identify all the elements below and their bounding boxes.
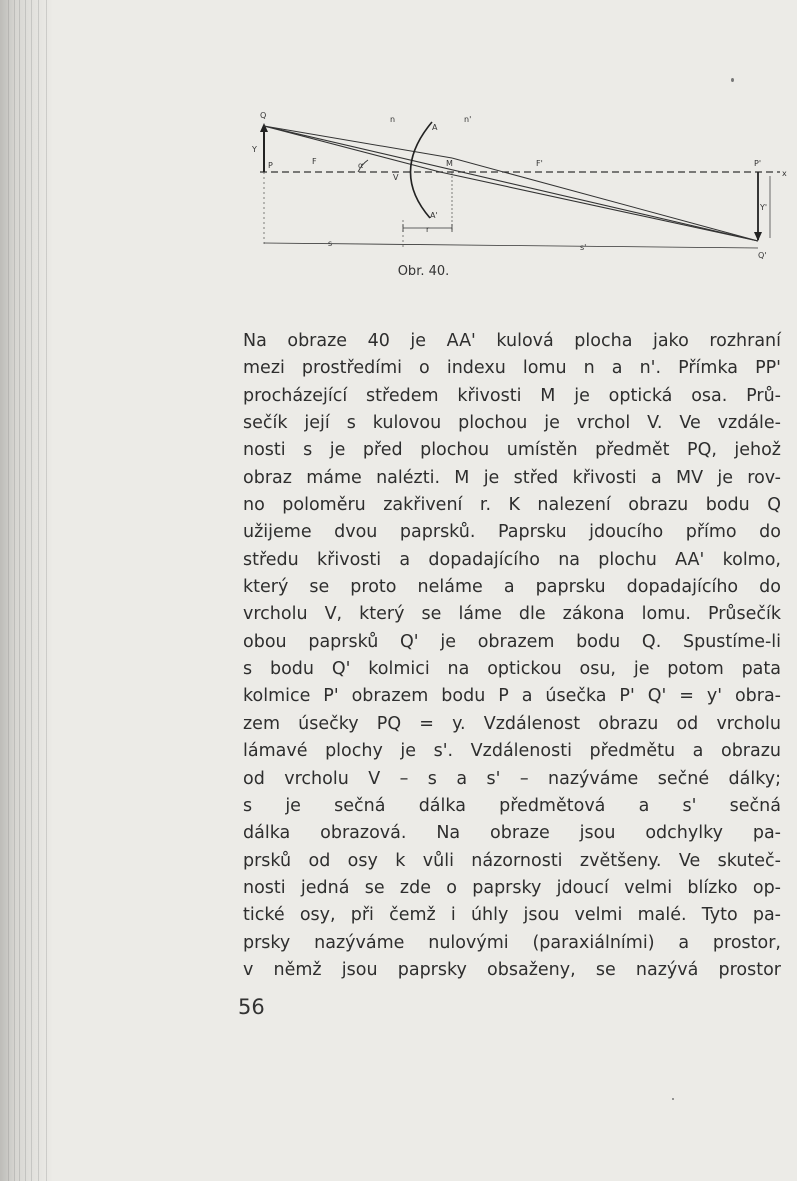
ray-through-center [264, 126, 758, 241]
label-Q: Q [260, 111, 267, 120]
text-line: prsků od osy k vůli názornosti zvětšeny. Ve skuteč- [243, 850, 781, 871]
label-Q-prime: Q' [758, 251, 767, 260]
text-line: s bodu Q' kolmici na optickou osu, je potom pata [243, 659, 781, 680]
figure-caption: Obr. 40. [397, 264, 450, 279]
label-F-prime: F' [536, 159, 543, 168]
text-line: v němž jsou paprsky obsaženy, se nazývá prostor [243, 959, 781, 980]
label-M: M [446, 159, 453, 168]
ray-to-vertex-incident [264, 126, 440, 172]
spherical-surface [410, 122, 432, 218]
label-s-prime: s' [580, 243, 587, 252]
label-F: F [312, 157, 317, 166]
distance-line [264, 243, 758, 248]
text-line: obou paprsků Q' je obrazem bodu Q. Spustíme-li [243, 631, 781, 652]
paper-speck [731, 78, 734, 82]
text-line: zem úsečky PQ = y. Vzdálenost obrazu od vrcholu [243, 713, 781, 734]
text-line: procházející středem křivosti M je optická osa. Prů- [243, 385, 781, 406]
text-line: středu křivosti a dopadajícího na plochu AA' kolmo, [243, 549, 781, 570]
paper-speck [672, 1098, 674, 1100]
text-line: kolmice P' obrazem bodu P a úsečka P' Q' = y' obra- [243, 686, 781, 707]
ray-to-vertex-refracted [440, 172, 758, 241]
text-line: s je sečná dálka předmětová a s' sečná [243, 795, 781, 816]
text-line: nosti s je před plochou umístěn předmět PQ, jehož [243, 440, 781, 461]
text-line: užijeme dvou paprsků. Paprsku jdoucího přímo do [243, 522, 781, 543]
label-s: s [328, 239, 333, 248]
page-binding-edge [0, 0, 52, 1181]
text-line: obraz máme nalézti. M je střed křivosti a MV je rov- [243, 467, 781, 488]
text-line: lámavé plochy je s'. Vzdálenosti předmětu a obrazu [243, 741, 781, 762]
label-n-prime: n' [464, 115, 472, 124]
text-line: který se proto neláme a paprsku dopadajícího do [243, 577, 781, 598]
text-line: no poloměru zakřivení r. K nalezení obrazu bodu Q [243, 495, 781, 516]
label-Y-prime: Y' [760, 203, 768, 212]
text-line: dálka obrazová. Na obraze jsou odchylky pa- [243, 823, 781, 844]
label-A: A [432, 123, 438, 132]
object-arrowhead [260, 123, 268, 132]
text-line: od vrcholu V – s a s' – nazýváme sečné dálky; [243, 768, 781, 789]
label-P: P [268, 161, 273, 170]
text-line: Na obraze 40 je AA' kulová plocha jako rozhraní [243, 331, 781, 351]
ray-top [264, 126, 452, 158]
refraction-diagram-svg [240, 100, 797, 270]
label-alpha: α [358, 161, 364, 170]
text-line: vrcholu V, který se láme dle zákona lomu. Průsečík [243, 604, 781, 625]
label-V: V [393, 173, 399, 182]
ray-top-refracted [452, 158, 758, 241]
label-x: x [782, 169, 787, 178]
text-line: sečík její s kulovou plochou je vrchol V. Ve vzdále- [243, 413, 781, 434]
text-line: mezi prostředími o indexu lomu n a n'. Přímka PP' [243, 358, 781, 379]
text-line: tické osy, při čemž i úhly jsou velmi malé. Tyto pa- [243, 905, 781, 926]
body-text [243, 328, 781, 984]
label-n: n [390, 115, 396, 124]
image-arrowhead [754, 232, 762, 241]
text-line: nosti jedná se zde o paprsky jdoucí velmi blízko op- [243, 877, 781, 898]
label-r: r [426, 225, 430, 234]
label-Y: Y [252, 145, 257, 154]
optics-diagram [240, 100, 797, 270]
label-A-prime: A' [430, 211, 438, 220]
text-line: prsky nazýváme nulovými (paraxiálními) a prostor, [243, 932, 781, 953]
page-number: 56 [238, 995, 265, 1019]
label-P-prime: P' [754, 159, 762, 168]
